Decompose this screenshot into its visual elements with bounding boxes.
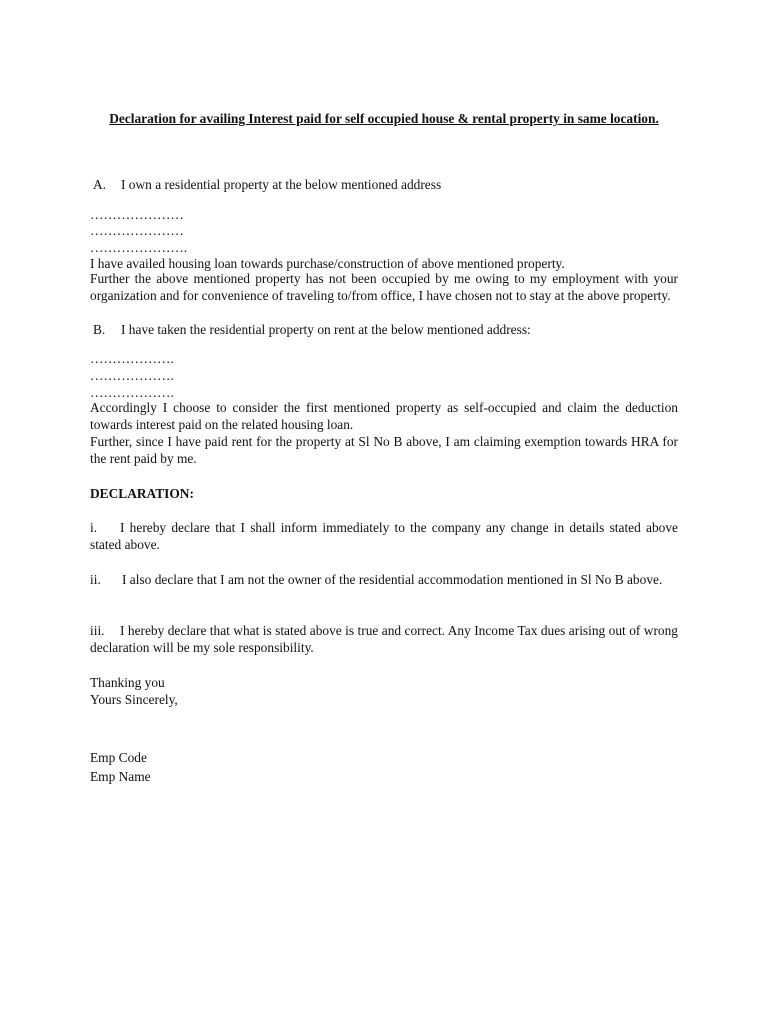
section-b-address-line-3: ………………. bbox=[90, 385, 174, 400]
declaration-item-2-marker: ii. bbox=[90, 572, 101, 587]
emp-code-label: Emp Code bbox=[90, 750, 147, 765]
declaration-item-2 bbox=[90, 572, 678, 589]
declaration-item-3-marker: iii. bbox=[90, 623, 105, 638]
section-b-line bbox=[90, 321, 531, 338]
section-b-address-line-2: ………………. bbox=[90, 368, 174, 383]
closing-sincerely: Yours Sincerely, bbox=[90, 692, 178, 707]
declaration-heading: DECLARATION: bbox=[90, 486, 194, 501]
declaration-item-3 bbox=[90, 623, 678, 656]
closing-thanking: Thanking you bbox=[90, 675, 165, 690]
section-a-marker: A. bbox=[93, 177, 107, 192]
declaration-item-1-text: I hereby declare that I shall inform immediately to the company any change in details stated above stated above. bbox=[90, 520, 678, 552]
section-b-marker: B. bbox=[93, 322, 106, 337]
housing-loan-paragraph: I have availed housing loan towards purchase/construction of above mentioned property. bbox=[90, 256, 565, 271]
section-a-address-line-2: ………………… bbox=[90, 223, 184, 238]
section-a-address-line-3: …………………. bbox=[90, 240, 188, 255]
declaration-item-3-text: I hereby declare that what is stated above is true and correct. Any Income Tax dues arising out of wrong declaration will be my sole responsibility. bbox=[90, 623, 678, 655]
section-a-text: I own a residential property at the below mentioned address bbox=[121, 177, 442, 192]
declaration-item-2-text: I also declare that I am not the owner of the residential accommodation mentioned in Sl No B above. bbox=[122, 572, 663, 587]
emp-name-label: Emp Name bbox=[90, 769, 151, 784]
section-b-text: I have taken the residential property on rent at the below mentioned address: bbox=[121, 322, 531, 337]
further-paragraph-1: Further the above mentioned property has not been occupied by me owing to my employment with your organization and for convenience of traveling to/from office, I have chosen not to stay at the above property. bbox=[90, 271, 678, 303]
section-a-line bbox=[90, 176, 441, 193]
further-paragraph-2: Further, since I have paid rent for the property at Sl No B above, I am claiming exemption towards HRA for the rent paid by me. bbox=[90, 434, 678, 466]
document-title: Declaration for availing Interest paid for self occupied house & rental property in same location. bbox=[109, 111, 659, 126]
section-a-address-line-1: ………………… bbox=[90, 207, 184, 222]
accordingly-paragraph: Accordingly I choose to consider the first mentioned property as self-occupied and claim the deduction towards interest paid on the related housing loan. bbox=[90, 400, 678, 432]
declaration-item-1 bbox=[90, 520, 678, 553]
section-b-address-line-1: ………………. bbox=[90, 351, 174, 366]
declaration-item-1-marker: i. bbox=[90, 520, 98, 535]
